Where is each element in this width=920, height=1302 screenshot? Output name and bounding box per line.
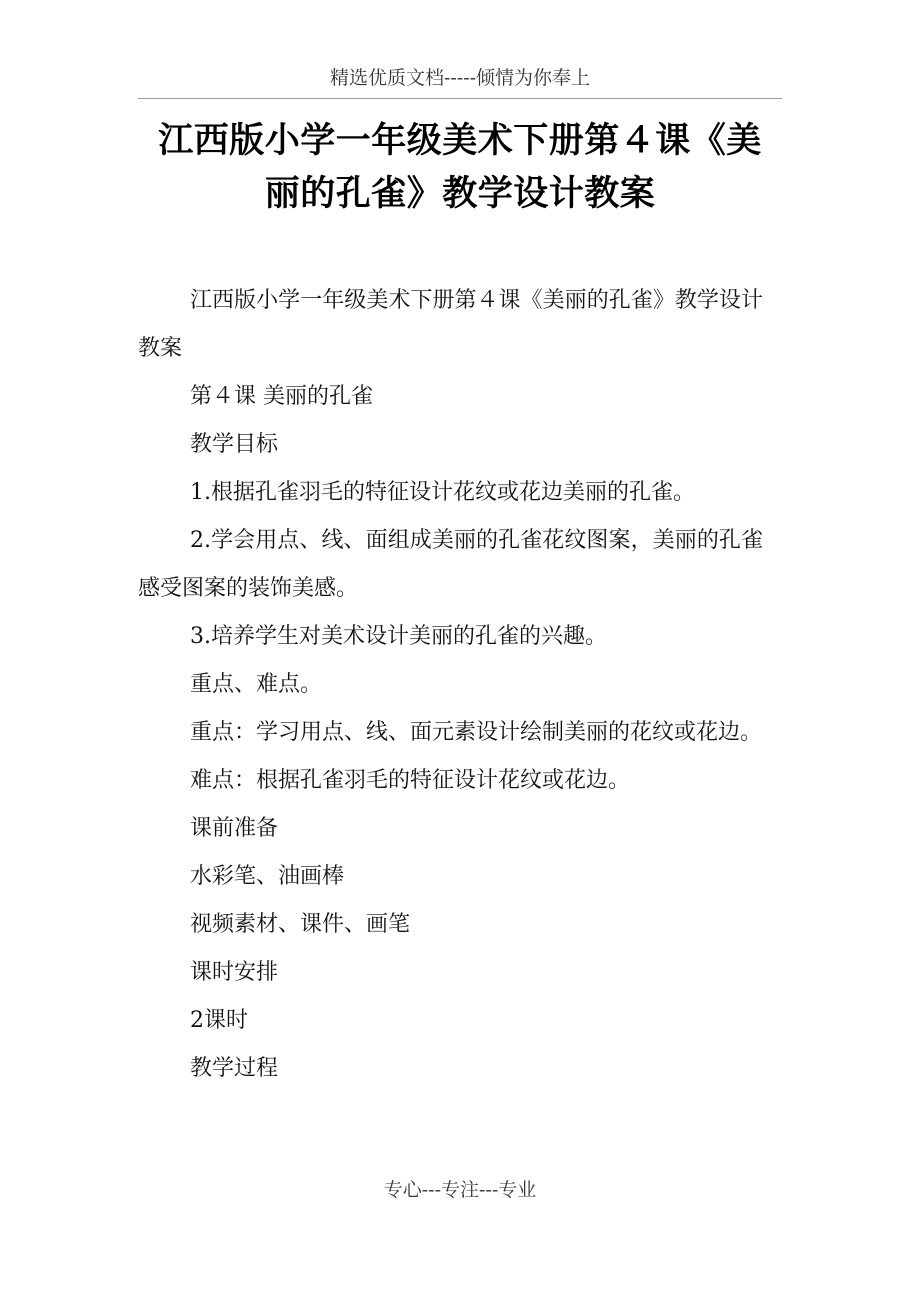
paragraph-objective-1: 1.根据孔雀羽毛的特征设计花纹或花边美丽的孔雀。 — [190, 480, 695, 505]
paragraph-intro: 江西版小学一年级美术下册第４课《美丽的孔雀》教学设计教案 — [138, 288, 763, 361]
page-footer: 专心---专注---专业 — [383, 1179, 537, 1201]
paragraph-objective-3: 3.培养学生对美术设计美丽的孔雀的兴趣。 — [190, 624, 607, 649]
paragraph-process-heading: 教学过程 — [190, 1056, 279, 1081]
paragraph-schedule: 2课时 — [190, 1008, 248, 1033]
paragraph-objective-2: 2.学会用点、线、面组成美丽的孔雀花纹图案，美丽的孔雀感受图案的装饰美感。 — [138, 528, 763, 601]
document-title — [138, 114, 782, 220]
page-header: 精选优质文档-----倾情为你奉上 — [329, 67, 591, 89]
header-divider — [138, 98, 782, 99]
document-body — [138, 277, 763, 1093]
paragraph-key-point: 重点：学习用点、线、面元素设计绘制美丽的花纹或花边。 — [190, 720, 763, 745]
paragraph-schedule-heading: 课时安排 — [190, 960, 279, 985]
paragraph-preparation-teacher: 视频素材、课件、画笔 — [190, 912, 411, 937]
paragraph-preparation-heading: 课前准备 — [190, 816, 279, 841]
title-line-1: 江西版小学一年级美术下册第４课《美 — [158, 120, 762, 161]
paragraph-objectives-heading: 教学目标 — [190, 432, 279, 457]
paragraph-lesson-heading: 第４课 美丽的孔雀 — [190, 384, 373, 409]
paragraph-preparation-student: 水彩笔、油画棒 — [190, 864, 345, 889]
paragraph-difficulty: 难点：根据孔雀羽毛的特征设计花纹或花边。 — [190, 768, 631, 793]
paragraph-key-points-heading: 重点、难点。 — [190, 672, 323, 697]
title-line-2: 丽的孔雀》教学设计教案 — [264, 173, 656, 214]
